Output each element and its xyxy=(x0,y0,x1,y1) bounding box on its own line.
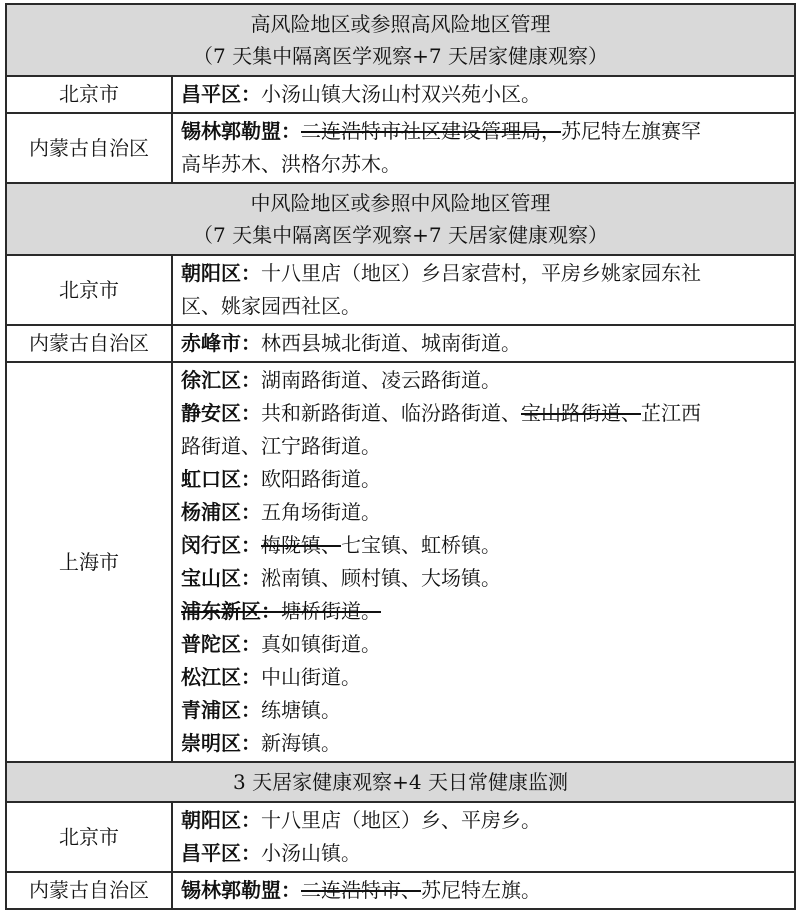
area-list-text: 中山街道。 xyxy=(261,665,361,689)
district-line xyxy=(181,290,788,323)
area-list-text-struck: 二连浩特市社区建设管理局， xyxy=(301,119,561,143)
district-name: 朝阳区： xyxy=(181,261,261,285)
district-line xyxy=(181,430,788,463)
area-list-text: 区、姚家园西社区。 xyxy=(181,294,361,318)
area-list-text-struck: 塘桥街道。 xyxy=(281,599,381,623)
section-header-row xyxy=(6,762,795,802)
table-row xyxy=(6,255,795,325)
area-list-text: 苏尼特左旗赛罕 xyxy=(561,119,701,143)
district-name: 锡林郭勒盟： xyxy=(181,119,301,143)
section-header xyxy=(6,183,795,255)
district-name: 杨浦区： xyxy=(181,500,261,524)
area-list-text-struck: 梅陇镇、 xyxy=(261,533,341,557)
area-list-text: 苏尼特左旗。 xyxy=(421,878,541,902)
district-name: 静安区： xyxy=(181,401,261,425)
area-list-text: 林西县城北街道、城南街道。 xyxy=(261,331,521,355)
table-row xyxy=(6,325,795,362)
area-list-text: 真如镇街道。 xyxy=(261,632,381,656)
district-line xyxy=(181,257,788,290)
district-line xyxy=(181,694,788,727)
area-list-text: 湖南路街道、凌云路街道。 xyxy=(261,368,501,392)
district-list-cell xyxy=(172,325,795,362)
district-name: 朝阳区： xyxy=(181,808,261,832)
district-name: 锡林郭勒盟： xyxy=(181,878,301,902)
section-subtitle: （7 天集中隔离医学观察+7 天居家健康观察） xyxy=(193,223,608,247)
district-name: 昌平区： xyxy=(181,841,261,865)
section-header xyxy=(6,762,795,802)
area-list-text: 高毕苏木、洪格尔苏木。 xyxy=(181,152,401,176)
area-list-text-struck: 宝山路街道、 xyxy=(521,401,641,425)
area-list-text: 小汤山镇大汤山村双兴苑小区。 xyxy=(261,82,541,106)
district-list-cell xyxy=(172,76,795,113)
section-title: 3 天居家健康观察+4 天日常健康监测 xyxy=(233,770,568,794)
district-line xyxy=(181,327,788,360)
district-line xyxy=(181,804,788,837)
district-list-cell xyxy=(172,872,795,909)
area-list-text: 七宝镇、虹桥镇。 xyxy=(341,533,501,557)
area-list-text: 小汤山镇。 xyxy=(261,841,361,865)
district-line xyxy=(181,115,788,148)
district-line xyxy=(181,364,788,397)
section-header xyxy=(6,4,795,76)
area-list-text: 十八里店（地区）乡、平房乡。 xyxy=(261,808,541,832)
district-line xyxy=(181,463,788,496)
area-list-text: 五角场街道。 xyxy=(261,500,381,524)
table-row xyxy=(6,76,795,113)
area-list-text: 新海镇。 xyxy=(261,731,341,755)
region-cell: 北京市 xyxy=(6,76,172,113)
table-row xyxy=(6,362,795,762)
district-name: 昌平区： xyxy=(181,82,261,106)
area-list-text: 芷江西 xyxy=(641,401,701,425)
district-list-cell xyxy=(172,113,795,183)
district-line xyxy=(181,529,788,562)
district-list-cell xyxy=(172,362,795,762)
district-name-struck: 浦东新区： xyxy=(181,599,281,623)
table-row xyxy=(6,802,795,872)
area-list-text: 淞南镇、顾村镇、大场镇。 xyxy=(261,566,501,590)
region-cell: 北京市 xyxy=(6,802,172,872)
district-line xyxy=(181,874,788,907)
area-list-text-struck: 二连浩特市、 xyxy=(301,878,421,902)
district-name: 松江区： xyxy=(181,665,261,689)
table-row xyxy=(6,872,795,909)
district-line xyxy=(181,661,788,694)
section-subtitle: （7 天集中隔离医学观察+7 天居家健康观察） xyxy=(193,44,608,68)
district-line xyxy=(181,496,788,529)
section-header-row xyxy=(6,183,795,255)
area-list-text: 欧阳路街道。 xyxy=(261,467,381,491)
district-line xyxy=(181,595,788,628)
area-list-text: 练塘镇。 xyxy=(261,698,341,722)
district-line xyxy=(181,837,788,870)
risk-area-table xyxy=(5,3,796,910)
area-list-text: 路街道、江宁路街道。 xyxy=(181,434,381,458)
district-name: 赤峰市： xyxy=(181,331,261,355)
district-list-cell xyxy=(172,255,795,325)
district-name: 普陀区： xyxy=(181,632,261,656)
district-list-cell xyxy=(172,802,795,872)
region-cell: 内蒙古自治区 xyxy=(6,113,172,183)
district-line xyxy=(181,397,788,430)
district-line xyxy=(181,562,788,595)
district-name: 虹口区： xyxy=(181,467,261,491)
district-name: 崇明区： xyxy=(181,731,261,755)
district-line xyxy=(181,727,788,760)
region-cell: 内蒙古自治区 xyxy=(6,325,172,362)
section-title: 中风险地区或参照中风险地区管理 xyxy=(250,191,551,215)
table-row xyxy=(6,113,795,183)
region-cell: 内蒙古自治区 xyxy=(6,872,172,909)
area-list-text: 共和新路街道、临汾路街道、 xyxy=(261,401,521,425)
district-line xyxy=(181,628,788,661)
district-name: 徐汇区： xyxy=(181,368,261,392)
region-cell: 上海市 xyxy=(6,362,172,762)
district-name: 青浦区： xyxy=(181,698,261,722)
district-line xyxy=(181,148,788,181)
region-cell: 北京市 xyxy=(6,255,172,325)
district-line xyxy=(181,78,788,111)
area-list-text: 十八里店（地区）乡吕家营村，平房乡姚家园东社 xyxy=(261,261,701,285)
district-name: 宝山区： xyxy=(181,566,261,590)
district-name: 闵行区： xyxy=(181,533,261,557)
section-header-row xyxy=(6,4,795,76)
section-title: 高风险地区或参照高风险地区管理 xyxy=(250,12,551,36)
